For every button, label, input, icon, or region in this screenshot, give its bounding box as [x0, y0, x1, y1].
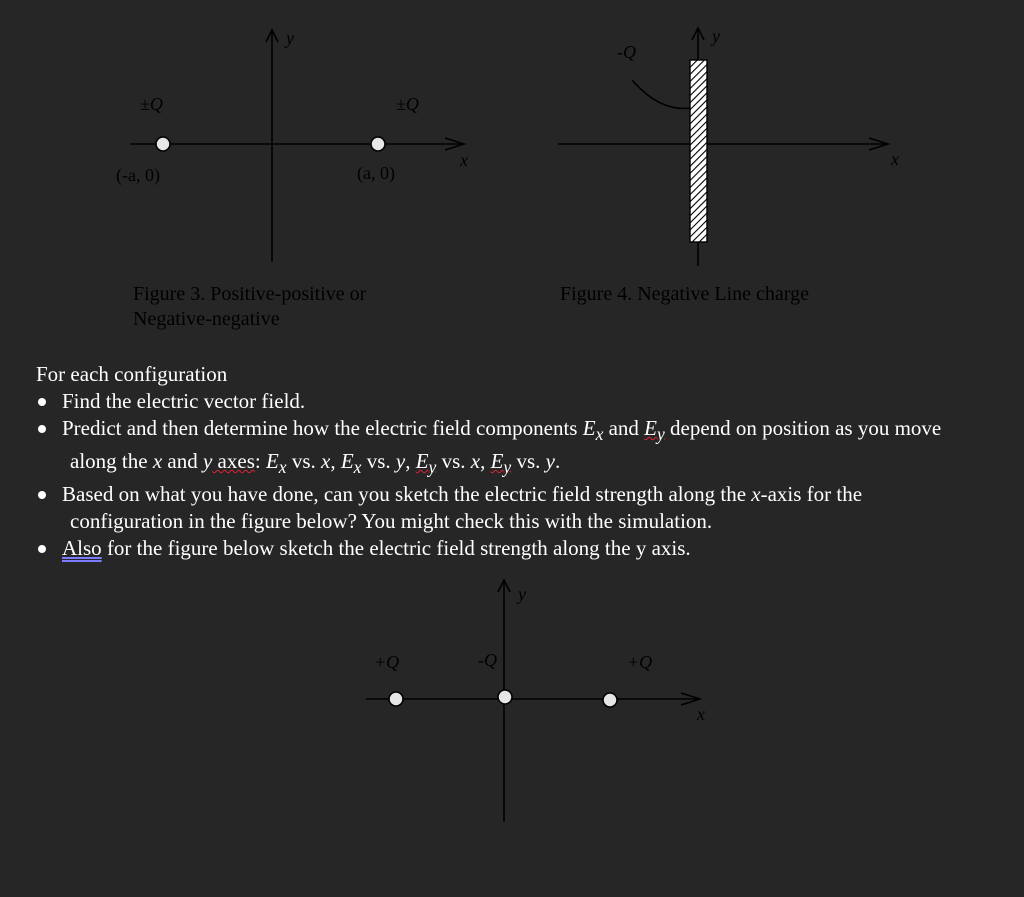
fig3-x-label: x	[460, 150, 468, 170]
b2-l2-a: along the	[70, 449, 153, 474]
bullet-1-text: Find the electric vector field.	[62, 389, 306, 413]
b2-p4-e: E	[490, 449, 504, 474]
b3-text-a: Based on what you have done, can you sketch the electric field strength along the	[62, 482, 752, 507]
figure-3	[116, 28, 468, 262]
bullet-2-line-2	[62, 448, 1006, 481]
fig5-charge-left	[389, 692, 403, 706]
b2-text-b: depend on position as you move	[664, 416, 942, 440]
b2-text-a: Predict and then determine how the electric field components	[62, 416, 583, 440]
fig3-charge-right	[371, 137, 385, 151]
b2-p3-var: x	[470, 449, 481, 474]
b2-p1-var: x	[321, 449, 331, 474]
b2-l2-b: and	[162, 449, 203, 474]
b2-sep1: ,	[330, 449, 341, 474]
fig4-y-label: y	[712, 26, 720, 46]
figure-5	[366, 580, 705, 822]
b2-p1-vs: vs.	[286, 449, 322, 474]
fig3-coord-right: (a, 0)	[357, 163, 395, 183]
fig5-charge-center	[498, 690, 512, 704]
fig4-charge-label: -Q	[617, 42, 636, 62]
b2-ex: E	[582, 416, 596, 440]
fig5-charge-center-label: -Q	[478, 650, 497, 670]
b2-x: x	[152, 449, 163, 474]
b2-sep2: ,	[405, 449, 416, 474]
figure-4	[558, 26, 899, 266]
b4-rest: for the figure below sketch the electric field strength along the y axis.	[101, 536, 691, 561]
b4-also: Also	[62, 536, 102, 561]
fig5-y-label: y	[518, 584, 526, 604]
bullet-3-line-2: configuration in the figure below? You might check this with the simulation.	[70, 509, 713, 534]
fig5-charge-right	[603, 693, 617, 707]
b2-p2-vs: vs.	[361, 449, 396, 474]
bullet-3	[36, 481, 1006, 535]
fig4-x-label: x	[891, 149, 899, 169]
fig4-caption: Figure 4. Negative Line charge	[560, 283, 809, 305]
b2-y: y	[202, 449, 213, 474]
fig3-charge-right-label: ±Q	[396, 94, 419, 114]
b2-colon: :	[254, 449, 266, 474]
fig4-charge-pointer	[632, 80, 690, 108]
b2-p3-sub: y	[428, 457, 437, 478]
fig3-charge-left	[156, 137, 170, 151]
b2-p4-vs: vs.	[511, 449, 546, 474]
instructions	[36, 361, 1006, 562]
b2-p4-var: y	[545, 449, 555, 474]
b2-and: and	[603, 416, 645, 440]
fig5-charge-right-label: +Q	[627, 652, 653, 672]
bullet-2	[36, 415, 1006, 481]
fig3-coord-left: (-a, 0)	[116, 165, 160, 185]
bullet-4	[36, 535, 1006, 562]
b2-p3-vs: vs.	[436, 449, 471, 474]
bullet-1	[36, 388, 1006, 415]
b2-ey: E	[644, 416, 657, 440]
fig3-caption	[133, 282, 366, 332]
b2-axes: axes	[212, 449, 255, 474]
fig3-caption-line1: Figure 3. Positive-positive or	[133, 283, 367, 305]
instructions-list	[36, 388, 1006, 562]
b2-p2-var: y	[395, 449, 406, 474]
b2-ex-sub: x	[595, 424, 604, 445]
fig5-charge-left-label: +Q	[374, 652, 400, 672]
b2-p2-e: E	[340, 449, 354, 474]
fig3-y-label: y	[286, 28, 294, 48]
b2-ey-sub: y	[657, 424, 665, 445]
b2-p4-sub: y	[503, 457, 512, 478]
b2-p3-e: E	[415, 449, 429, 474]
fig3-charge-left-label: ±Q	[140, 94, 163, 114]
b2-p1-sub: x	[278, 457, 287, 478]
b2-p1-e: E	[265, 449, 279, 474]
fig5-x-label: x	[697, 704, 705, 724]
fig3-caption-line2: Negative-negative	[133, 308, 280, 330]
b3-x: x	[751, 482, 761, 507]
b3-text-b: -axis for the	[760, 482, 863, 507]
b2-p2-sub: x	[353, 457, 362, 478]
b2-end: .	[554, 449, 561, 474]
fig4-line-charge	[690, 60, 707, 242]
b2-sep3: ,	[480, 449, 491, 474]
instructions-intro: For each configuration	[36, 362, 228, 386]
